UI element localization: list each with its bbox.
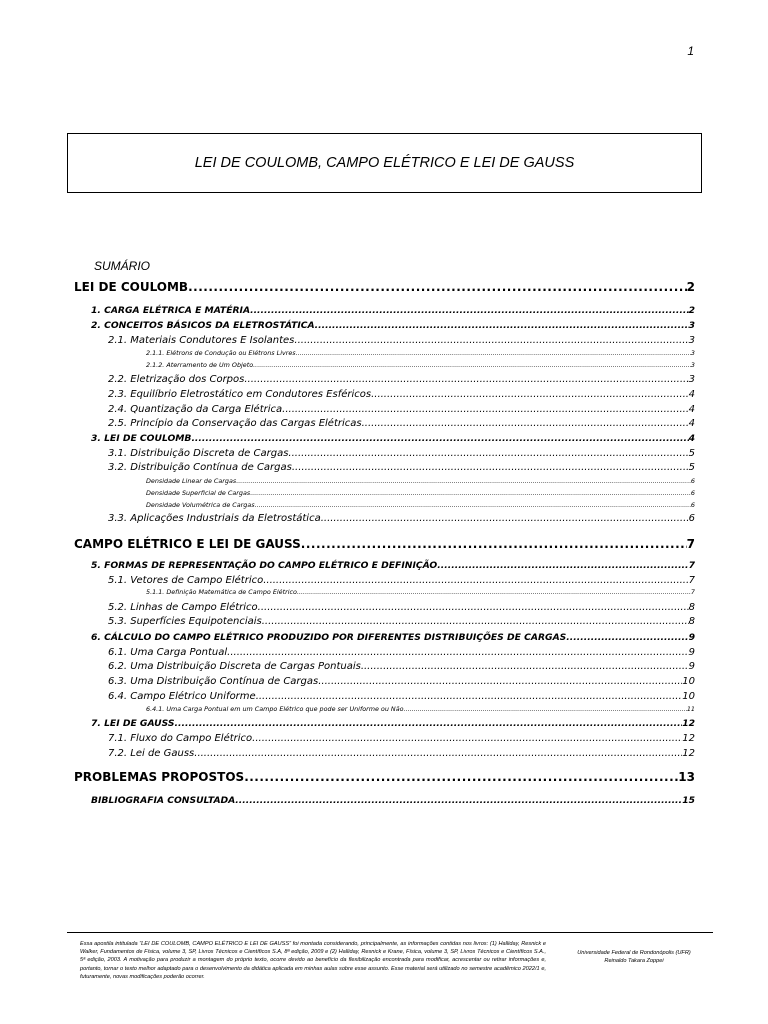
toc-entry[interactable] (108, 389, 695, 400)
summary-heading: SUMÁRIO (94, 259, 151, 273)
toc-entry[interactable] (91, 795, 695, 806)
toc-entry-title: 2.3. Equilíbrio Eletrostático em Condutores Esféricos (108, 389, 372, 400)
toc-entry-title: 6.4. Campo Elétrico Uniforme (108, 691, 256, 702)
toc-entry-title: 6.3. Uma Distribuição Contínua de Cargas (108, 676, 319, 687)
toc-entry[interactable] (108, 575, 695, 586)
toc-entry[interactable] (108, 462, 695, 473)
footer-divider (67, 932, 713, 933)
toc-page-number: 11 (686, 705, 695, 713)
toc-entry-title: BIBLIOGRAFIA CONSULTADA (91, 795, 236, 806)
toc-dot-leader (258, 602, 689, 613)
toc-page-number: 3 (690, 349, 695, 357)
toc-page-number: 7 (686, 537, 695, 551)
toc-entry-title: Densidade Linear de Cargas (146, 477, 237, 485)
toc-page-number: 4 (688, 418, 695, 429)
toc-dot-leader (263, 575, 688, 586)
toc-dot-leader (253, 361, 691, 369)
toc-entry[interactable] (91, 305, 695, 316)
toc-dot-leader (362, 418, 689, 429)
toc-entry-title: LEI DE COULOMB (74, 280, 189, 294)
toc-entry[interactable] (146, 501, 695, 509)
toc-page-number: 12 (682, 718, 695, 729)
toc-entry-title: 5. FORMAS DE REPRESENTAÇÃO DO CAMPO ELÉTRICO E DEFINIÇÃO (91, 560, 438, 571)
toc-entry[interactable] (146, 477, 695, 485)
toc-entry[interactable] (91, 433, 695, 444)
toc-entry[interactable] (108, 602, 695, 613)
toc-page-number: 3 (688, 335, 695, 346)
toc-entry-title: 2.1.1. Elétrons de Condução ou Elétrons Livres (146, 349, 296, 357)
toc-dot-leader (361, 661, 689, 672)
toc-entry[interactable] (91, 632, 695, 643)
toc-entry[interactable] (74, 280, 695, 294)
toc-entry-title: CAMPO ELÉTRICO E LEI DE GAUSS (74, 537, 301, 551)
toc-entry-title: 6.4.1. Uma Carga Pontual em um Campo Elétrico que pode ser Uniforme ou Não (146, 705, 404, 713)
toc-entry[interactable] (146, 489, 695, 497)
toc-entry-title: 6. CÁLCULO DO CAMPO ELÉTRICO PRODUZIDO POR DIFERENTES DISTRIBUIÇÕES DE CARGAS (91, 632, 567, 643)
toc-page-number: 7 (688, 575, 695, 586)
toc-entry-title: 7. LEI DE GAUSS (91, 718, 175, 729)
toc-entry-title: PROBLEMAS PROPOSTOS (74, 770, 245, 784)
toc-dot-leader (194, 748, 682, 759)
footer-institution: Universidade Federal de Rondonópolis (UFR) (577, 950, 691, 956)
toc-dot-leader (296, 349, 691, 357)
toc-page-number: 12 (682, 733, 695, 744)
toc-page-number: 7 (688, 560, 695, 571)
toc-page-number: 6 (688, 513, 695, 524)
toc-dot-leader (191, 433, 688, 444)
toc-entry[interactable] (108, 448, 695, 459)
toc-dot-leader (318, 676, 682, 687)
toc-page-number: 13 (678, 770, 695, 784)
toc-page-number: 9 (688, 661, 695, 672)
toc-page-number: 2 (686, 280, 695, 294)
toc-entry-title: 5.3. Superfícies Equipotenciais (108, 616, 262, 627)
toc-page-number: 12 (682, 748, 695, 759)
toc-dot-leader (292, 462, 689, 473)
toc-entry-title: 5.2. Linhas de Campo Elétrico (108, 602, 258, 613)
toc-entry-title: 6.2. Uma Distribuição Discreta de Cargas Pontuais (108, 661, 361, 672)
toc-entry[interactable] (108, 374, 695, 385)
toc-entry-title: 7.1. Fluxo do Campo Elétrico (108, 733, 253, 744)
toc-dot-leader (255, 501, 691, 509)
toc-page-number: 10 (682, 676, 695, 687)
footer-credits (556, 949, 712, 966)
toc-page-number: 8 (688, 616, 695, 627)
toc-dot-leader (297, 588, 691, 596)
toc-dot-leader (244, 374, 688, 385)
toc-page-number: 3 (688, 320, 695, 331)
toc-entry[interactable] (108, 748, 695, 759)
toc-entry[interactable] (146, 349, 695, 357)
toc-dot-leader (301, 537, 687, 551)
toc-dot-leader (288, 448, 688, 459)
toc-entry[interactable] (108, 418, 695, 429)
toc-page-number: 15 (682, 795, 695, 806)
page-number: 1 (687, 44, 694, 58)
toc-entry-title: 3.1. Distribuição Discreta de Cargas (108, 448, 289, 459)
toc-page-number: 9 (688, 647, 695, 658)
toc-entry-title: 2.1.2. Aterramento de Um Objeto (146, 361, 254, 369)
toc-dot-leader (252, 733, 682, 744)
toc-dot-leader (244, 770, 678, 784)
toc-dot-leader (262, 616, 689, 627)
toc-entry[interactable] (74, 537, 695, 551)
toc-entry-title: 5.1. Vetores de Campo Elétrico (108, 575, 264, 586)
toc-dot-leader (188, 280, 687, 294)
title-box (67, 133, 702, 193)
toc-entry[interactable] (108, 335, 695, 346)
toc-dot-leader (250, 305, 689, 316)
toc-dot-leader (371, 389, 689, 400)
toc-entry[interactable] (146, 705, 695, 713)
toc-entry[interactable] (91, 718, 695, 729)
toc-page-number: 7 (690, 588, 695, 596)
toc-dot-leader (256, 691, 683, 702)
toc-entry-title: 2.2. Eletrização dos Corpos (108, 374, 245, 385)
toc-page-number: 4 (688, 433, 695, 444)
toc-entry-title: 2.4. Quantização da Carga Elétrica (108, 404, 283, 415)
toc-entry-title: Densidade Superficial de Cargas (146, 489, 251, 497)
toc-entry-title: 3.2. Distribuição Contínua de Cargas (108, 462, 292, 473)
toc-entry-title: Densidade Volumétrica de Cargas (146, 501, 255, 509)
toc-page-number: 5 (688, 462, 695, 473)
toc-dot-leader (250, 489, 691, 497)
toc-dot-leader (321, 513, 689, 524)
toc-entry-title: 7.2. Lei de Gauss (108, 748, 195, 759)
toc-page-number: 6 (690, 489, 695, 497)
toc-entry[interactable] (108, 647, 695, 658)
toc-dot-leader (175, 718, 683, 729)
toc-entry[interactable] (108, 616, 695, 627)
toc-page-number: 4 (688, 389, 695, 400)
toc-dot-leader (236, 477, 691, 485)
toc-page-number: 4 (688, 404, 695, 415)
toc-page-number: 3 (690, 361, 695, 369)
toc-dot-leader (282, 404, 688, 415)
toc-entry-title: 5.1.1. Definição Matemática de Campo Elétrico (146, 588, 297, 596)
toc-entry[interactable] (108, 661, 695, 672)
toc-entry-title: 3.3. Aplicações Industriais da Eletrostática (108, 513, 321, 524)
toc-page-number: 9 (688, 632, 695, 643)
toc-entry[interactable] (74, 770, 695, 784)
toc-entry[interactable] (146, 361, 695, 369)
toc-page-number: 6 (690, 477, 695, 485)
toc-dot-leader (235, 795, 682, 806)
toc-entry[interactable] (108, 404, 695, 415)
toc-dot-leader (437, 560, 688, 571)
toc-entry[interactable] (108, 676, 695, 687)
document-title: LEI DE COULOMB, CAMPO ELÉTRICO E LEI DE GAUSS (194, 155, 575, 171)
toc-entry-title: 3. LEI DE COULOMB (91, 433, 192, 444)
toc-entry-title: 6.1. Uma Carga Pontual (108, 647, 228, 658)
toc-dot-leader (566, 632, 688, 643)
toc-page-number: 6 (690, 501, 695, 509)
toc-dot-leader (315, 320, 689, 331)
footer-note: Essa apostila intitulada “LEI DE COULOMB, CAMPO ELÉTRICO E LEI DE GAUSS” foi montada considerando, principalmente, as informações contidas nos livros: (1) Halliday, Resnick e Walker, Fundamentos de Física, volume 3, SP, Livros Técnicos e Científicos S.A, 8ª edição, 2009 e (2) Halliday, Resnick e Krane, Física, volume 3, SP, Livros Técnicos e Científicos S.A., 5ª edição, 2003. A motivação para produzir a montagem do próprio texto, ocorre devido ao benefício da flexibilização encontrada para modificar, acrescentar ou retirar informações e, portanto, tornar o texto melhor adaptado para o desenvolvimento da didática aplicada em minhas aulas sobre esse assunto. Esse material será utilizado no semestre acadêmico 2022/1 e, futuramente, novas modificações poderão ocorrer. (80, 941, 546, 980)
toc-entry-title: 2.1. Materiais Condutores E Isolantes (108, 335, 295, 346)
toc-entry[interactable] (91, 560, 695, 571)
toc-page-number: 10 (682, 691, 695, 702)
toc-dot-leader (294, 335, 688, 346)
toc-entry-title: 1. CARGA ELÉTRICA E MATÉRIA (91, 305, 251, 316)
toc-dot-leader (404, 705, 687, 713)
toc-dot-leader (227, 647, 688, 658)
toc-page-number: 2 (688, 305, 695, 316)
toc-entry-title: 2. CONCEITOS BÁSICOS DA ELETROSTÁTICA (91, 320, 315, 331)
toc-entry[interactable] (91, 320, 695, 331)
toc-entry[interactable] (108, 513, 695, 524)
toc-page-number: 3 (688, 374, 695, 385)
toc-entry[interactable] (108, 733, 695, 744)
footer-author: Reinaldo Takara Zoppei (604, 958, 664, 965)
toc-page-number: 8 (688, 602, 695, 613)
toc-entry[interactable] (108, 691, 695, 702)
toc-entry[interactable] (146, 588, 695, 596)
toc-page-number: 5 (688, 448, 695, 459)
toc-entry-title: 2.5. Princípio da Conservação das Cargas Elétricas (108, 418, 362, 429)
